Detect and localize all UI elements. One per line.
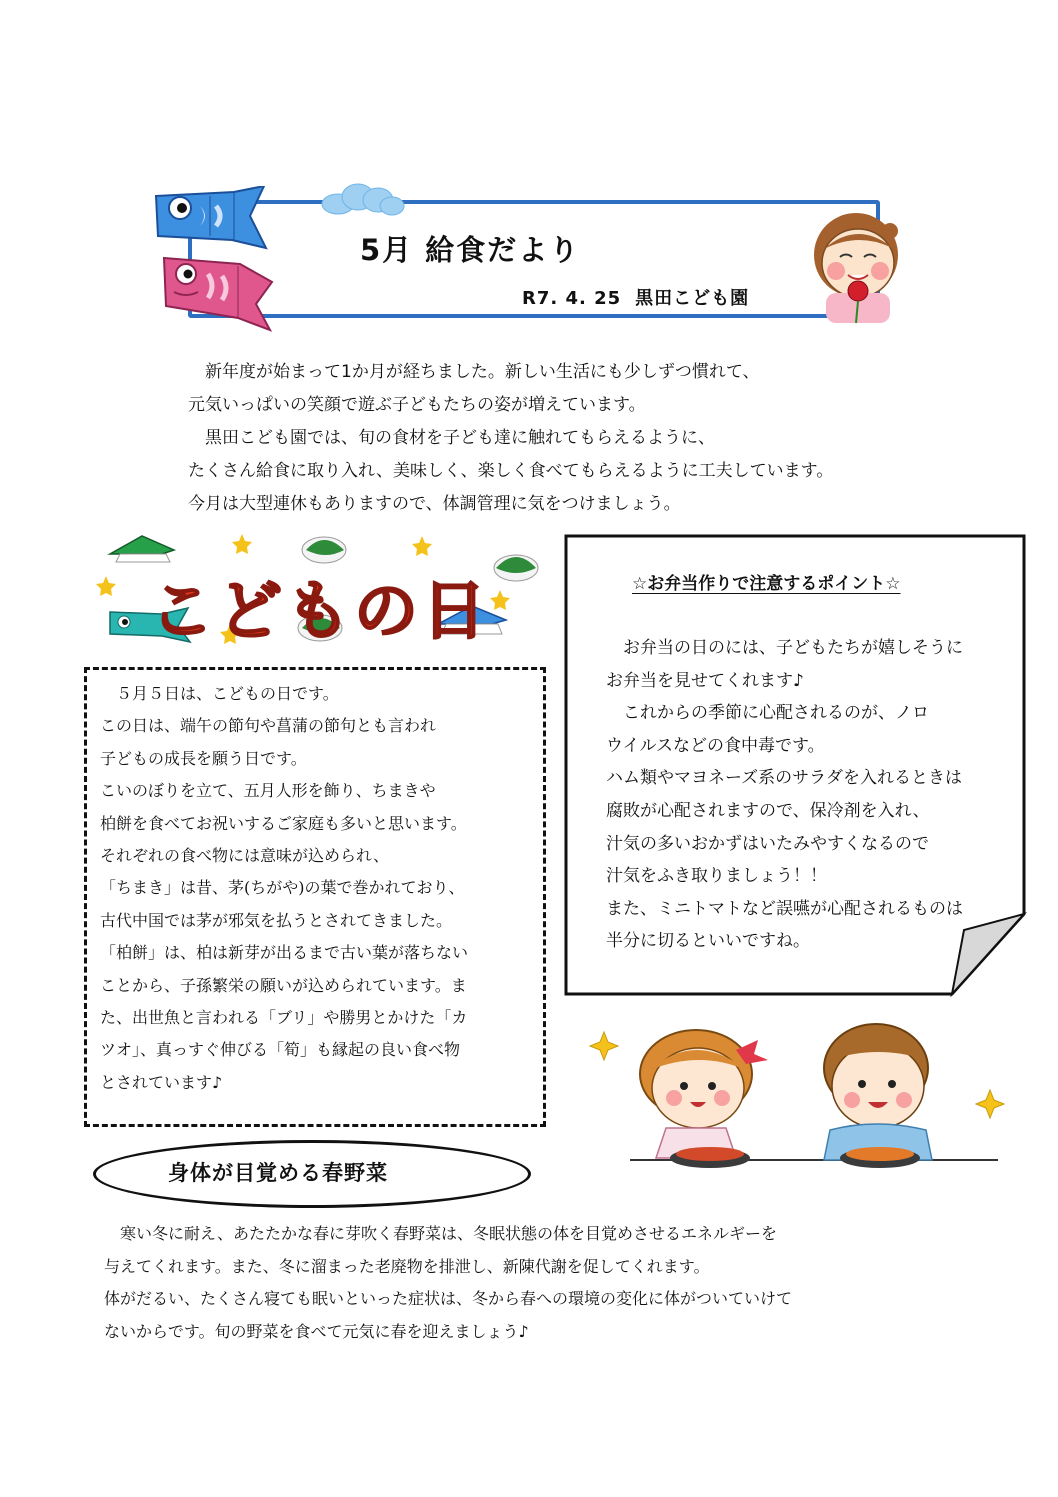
spring-line: 体がだるい、たくさん寝ても眠いといった症状は、冬から春への環境の変化に体がついていけて [104,1289,793,1309]
bento-line: 汁気をふき取りましょう！！ [606,866,827,887]
bento-line: お弁当を見せてくれます♪ [606,670,804,691]
bento-line: ハム類やマヨネーズ系のサラダを入れるときは [606,768,962,789]
cloud-icon [318,182,408,216]
kodomo-line: この日は、端午の節句や菖蒲の節句とも言われ [100,716,437,736]
bento-text [606,632,1006,958]
kodomo-line: 「柏餅」は、柏は新芽が出るまで古い葉が落ちない [100,943,469,963]
spring-line: 寒い冬に耐え、あたたかな春に芽吹く春野菜は、冬眠状態の体を目覚めさせるエネルギーを [104,1224,777,1243]
page-title: 5月 給食だより [360,233,581,267]
kodomo-line: 「ちまき」は昔、茅(ちがや)の葉で巻かれており、 [100,878,465,898]
kodomo-line: こいのぼりを立て、五月人形を飾り、ちまきや [100,781,436,801]
kashiwa-mochi-icon [494,555,538,581]
kodomo-line: ツオ」、真っすぐ伸びる「筍」も縁起の良い食べ物 [100,1040,461,1060]
bento-line: ウイルスなどの食中毒です。 [606,735,825,756]
issue-date: R7. 4. 25 [522,288,622,309]
kodomo-line: それぞれの食べ物には意味が込められ、 [100,846,389,866]
intro-paragraph [188,356,878,521]
intro-line: 今月は大型連休もありますので、体調管理に気をつけましょう。 [188,494,681,514]
kodomo-line: ５月５日は、こどもの日です。 [100,684,339,703]
spring-vegetables-heading: 身体が目覚める春野菜 [168,1161,388,1185]
kabuto-icon [110,536,174,562]
intro-line: 元気いっぱいの笑顔で遊ぶ子どもたちの姿が増えています。 [188,395,646,415]
bento-line: 汁気の多いおかずはいたみやすくなるので [606,833,929,854]
intro-line: たくさん給食に取り入れ、美味しく、楽しく食べてもらえるように工夫しています。 [188,461,834,481]
spring-vegetables-text [104,1218,924,1348]
kodomo-line: 子どもの成長を願う日です。 [100,748,307,768]
kodomo-line: 古代中国では茅が邪気を払うとされてきました。 [100,910,453,930]
bento-line: また、ミニトマトなど誤嚥が心配されるものは [606,898,963,919]
carp-streamer-icon [160,252,276,334]
spring-line: ないからです。旬の野菜を食べて元気に春を迎えましょう♪ [104,1321,529,1341]
child-with-carnation-icon [804,205,916,325]
issue-info [522,284,763,310]
kodomo-line: ことから、子孫繁栄の願いが込められています。ま [100,975,467,995]
bento-line: お弁当の日のには、子どもたちが嬉しそうに [606,638,963,658]
organization-name: 黒田こども園 [635,288,750,309]
bento-heading: ☆お弁当作りで注意するポイント☆ [632,574,901,594]
carp-streamer-icon [150,186,270,256]
kodomo-line: た、出世魚と言われる「ブリ」や勝男とかけた「カ [100,1008,468,1028]
spring-line: 与えてくれます。また、冬に溜まった老廃物を排泄し、新陳代謝を促してくれます。 [104,1256,710,1276]
bento-line: 腐敗が心配されますので、保冷剤を入れ、 [606,800,930,821]
intro-line: 新年度が始まって1か月が経ちました。新しい生活にも少しずつ慣れて、 [188,362,760,382]
bento-line: 半分に切るといいですね。 [606,931,810,952]
intro-line: 黒田こども園では、旬の食材を子ども達に触れてもらえるように、 [188,428,715,448]
kodomo-line: とされています♪ [100,1072,223,1092]
kodomo-no-hi-heading: こどもの日 [150,575,490,649]
bento-line: これからの季節に心配されるのが、ノロ [606,703,929,724]
kodomo-no-hi-text [100,678,540,1099]
children-eating-icon [586,1010,1010,1186]
kodomo-line: 柏餅を食べてお祝いするご家庭も多いと思います。 [100,813,467,833]
